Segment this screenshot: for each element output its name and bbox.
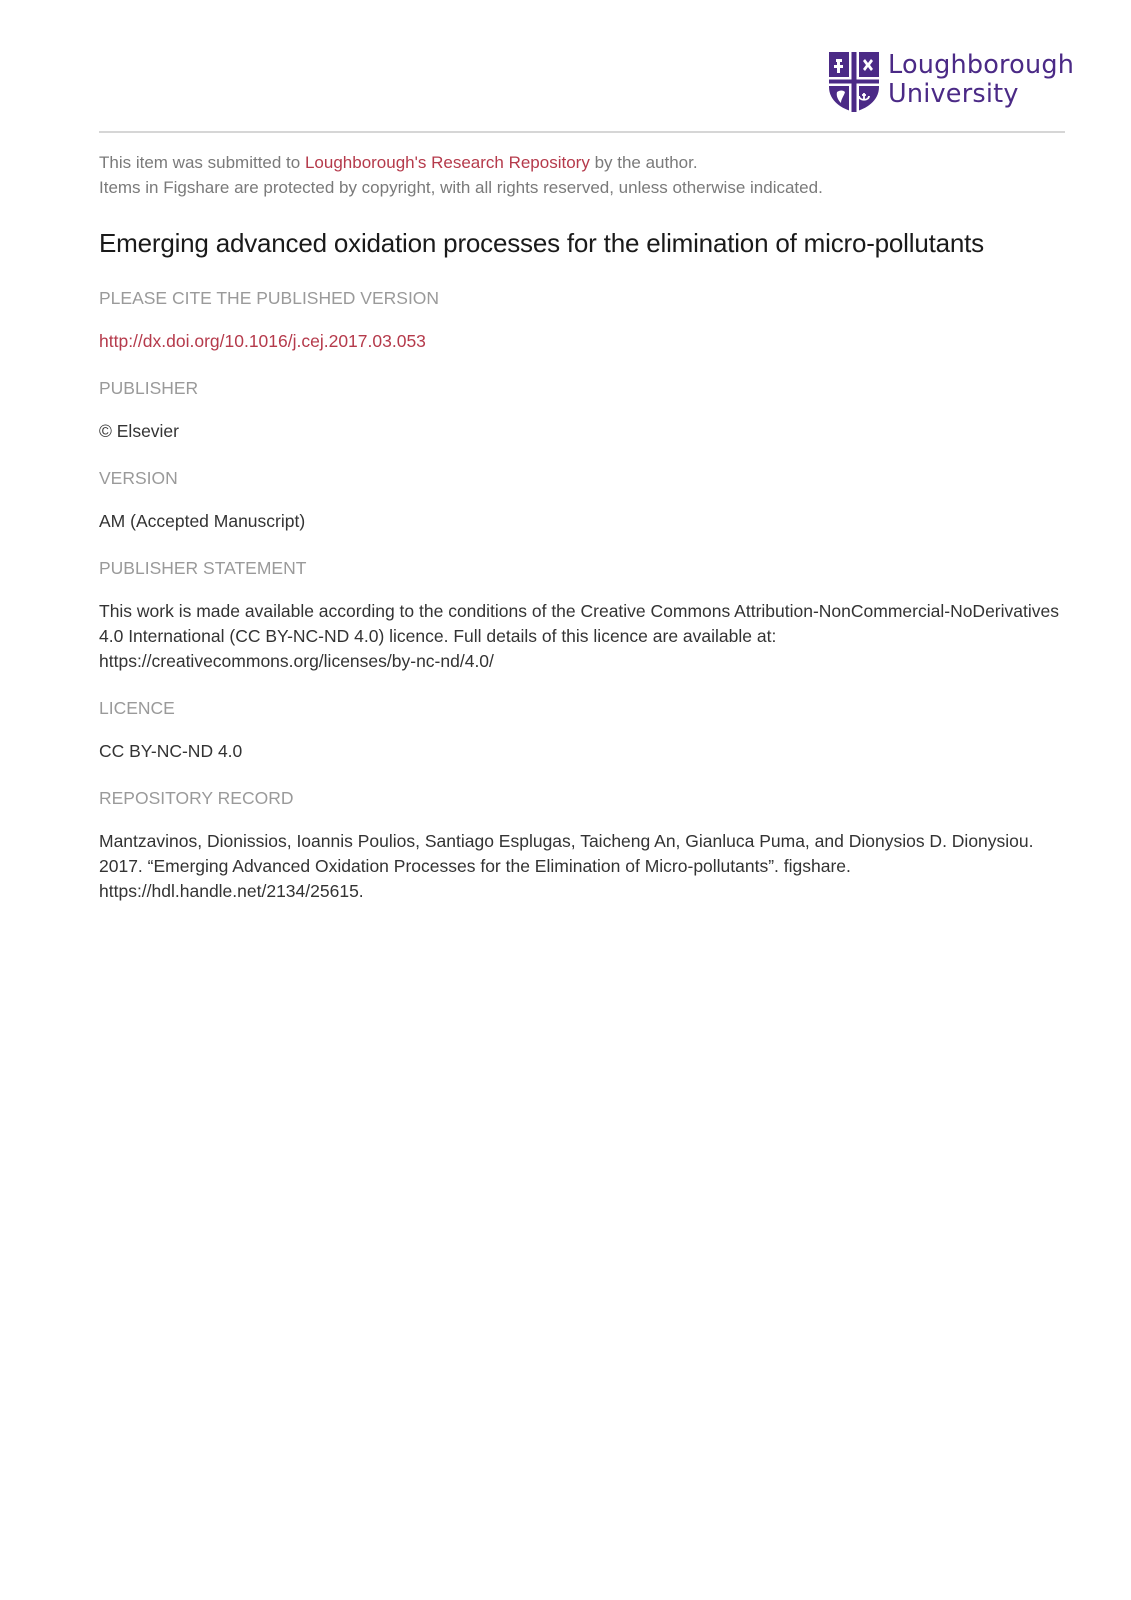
cite-label: PLEASE CITE THE PUBLISHED VERSION <box>99 288 440 308</box>
university-logo[interactable] <box>828 50 1075 115</box>
version-value: AM (Accepted Manuscript) <box>99 511 306 531</box>
document-title: Emerging advanced oxidation processes for the elimination of micro-pollutants <box>99 228 984 258</box>
publisher-value: © Elsevier <box>99 421 179 441</box>
publisher-label: PUBLISHER <box>99 378 199 398</box>
version-label: VERSION <box>99 468 178 488</box>
submission-notice <box>99 150 1069 200</box>
repository-link[interactable]: Loughborough's Research Repository <box>304 153 590 172</box>
university-wordmark <box>888 51 1074 109</box>
wordmark-line-1: Loughborough <box>888 50 1075 80</box>
repository-record-label: REPOSITORY RECORD <box>99 788 294 808</box>
notice-suffix: by the author. <box>589 153 698 172</box>
document-body <box>99 150 1069 904</box>
licence-value: CC BY-NC-ND 4.0 <box>99 741 243 761</box>
copyright-notice: Items in Figshare are protected by copyright, with all rights reserved, unless otherwise indicated. <box>99 178 823 197</box>
page-header <box>99 0 1075 133</box>
publisher-statement-label: PUBLISHER STATEMENT <box>99 558 307 578</box>
wordmark-line-2: University <box>888 79 1019 109</box>
repository-record-value: Mantzavinos, Dionissios, Ioannis Poulios, Santiago Esplugas, Taicheng An, Gianluca Puma, and Dionysios D. Dionysiou. 2017. “Emerging Advanced Oxidation Processes for the Elimination of Micro-pollutants”. figshare. https://hdl.handle.net/2134/25615. <box>99 831 1034 901</box>
notice-prefix: This item was submitted to <box>99 153 305 172</box>
licence-label: LICENCE <box>99 698 175 718</box>
university-crest-icon <box>828 51 880 113</box>
doi-link[interactable]: http://dx.doi.org/10.1016/j.cej.2017.03.053 <box>99 331 426 351</box>
publisher-statement-value: This work is made available according to the conditions of the Creative Commons Attribution-NonCommercial-NoDerivatives 4.0 International (CC BY-NC-ND 4.0) licence. Full details of this licence are available at: https://creativecommons.org/licenses/by-nc-nd/4.0/ <box>99 601 1059 671</box>
